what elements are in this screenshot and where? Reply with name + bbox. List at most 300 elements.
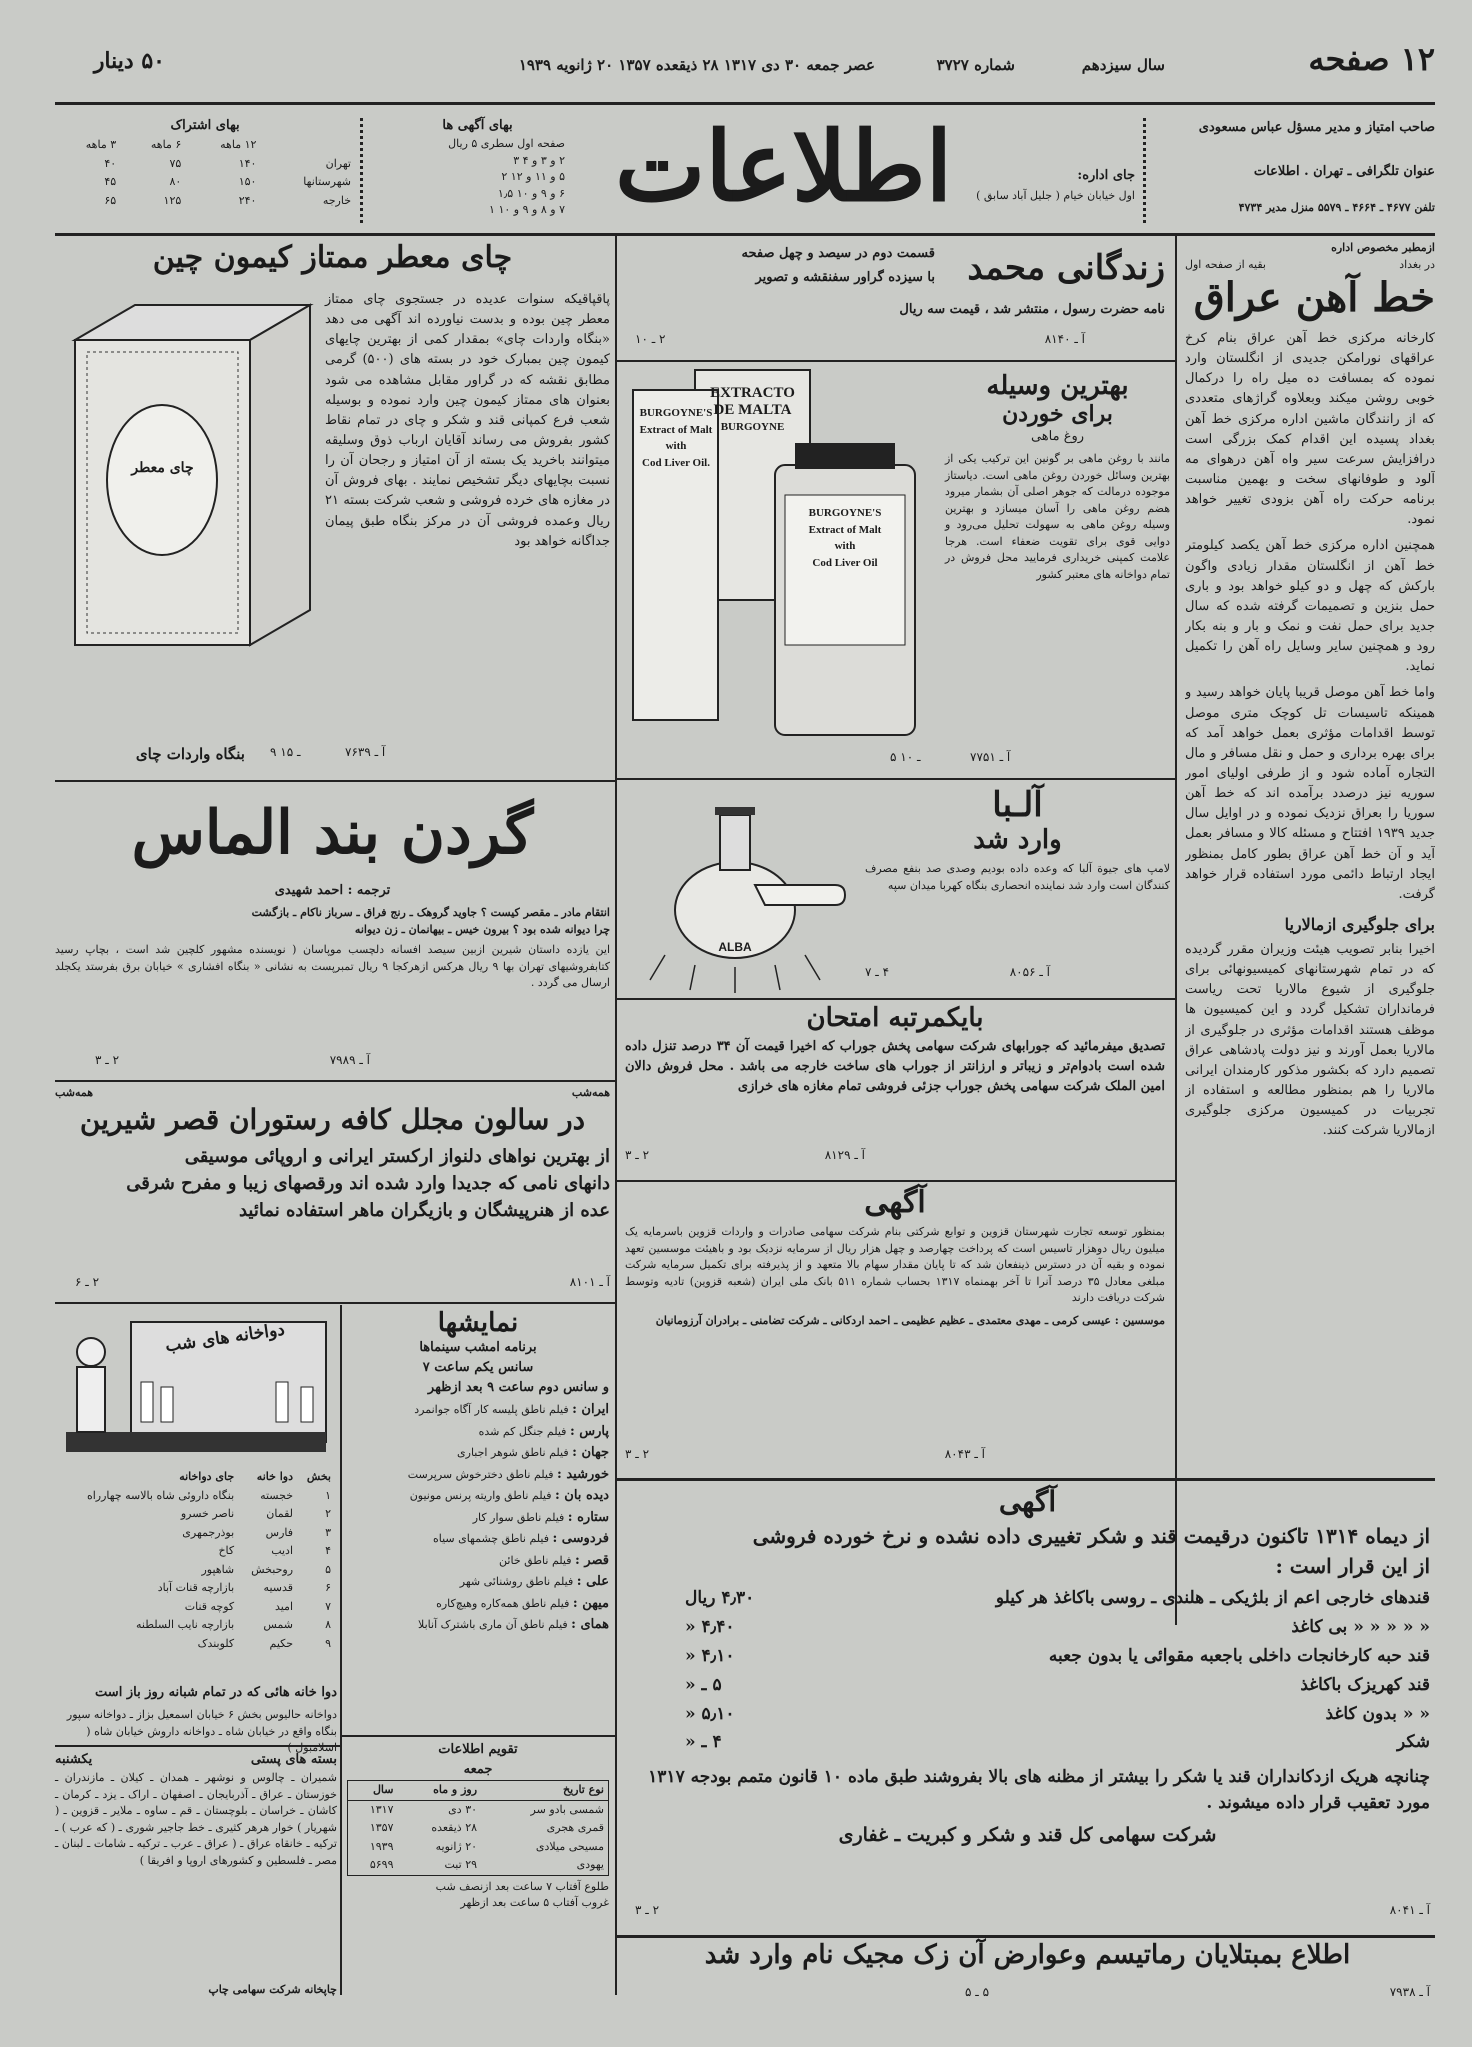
phones-line: تلفن ۴۶۷۷ ـ ۴۶۶۴ ـ ۵۵۷۹ منزل مدیر ۴۷۳۴ — [1238, 201, 1435, 214]
kicker-left: بقیه از صفحه اول — [1185, 257, 1266, 271]
pharmacy-row — [55, 1487, 335, 1506]
stockings-title: بایکمرتبه امتحان — [806, 1003, 984, 1033]
jar-text: EXTRACTO — [710, 385, 795, 401]
malt-title: بهترین وسیله — [986, 371, 1129, 401]
lamp-base — [715, 807, 755, 815]
sugar-price-row — [625, 1671, 1430, 1700]
section-rule — [617, 998, 1175, 1000]
sugar-item: شکر — [1396, 1732, 1430, 1753]
ad-code: آ ـ ۸۱۲۹ — [824, 1148, 865, 1162]
ad-price-row: ۶ و ۹ و ۱۰ ۱٫۵ — [497, 186, 565, 200]
page-number: ۱۲ صفحه — [1308, 40, 1435, 78]
ad-price-box — [390, 116, 565, 219]
calendar-header-row — [348, 1781, 609, 1801]
sugar-price: ۴٫۴۰ « — [685, 1616, 735, 1637]
ad-price-title: بهای آگهی ها — [442, 118, 513, 133]
cinema-row — [347, 1551, 609, 1571]
jar-front-cap — [795, 443, 895, 469]
sugar-item: « « « « « بی کاغذ — [1291, 1616, 1430, 1637]
ad-code: آ ـ ۸۱۴۰ — [1044, 332, 1085, 346]
sub-cell: ۱۵۰ — [238, 175, 257, 189]
postal-header — [55, 1750, 337, 1770]
cinema-film: فیلم ناطق دخترخوش سرپرست — [407, 1467, 554, 1481]
cinema-name: علی : — [576, 1574, 609, 1590]
calendar-cell: ۲۹ تبت — [444, 1858, 478, 1872]
pharmacy-row — [55, 1616, 335, 1635]
cinema-row — [347, 1422, 609, 1442]
subscription-header-row — [55, 136, 355, 155]
cinema-name: دیده بان : — [554, 1488, 609, 1504]
section-rule — [617, 1935, 1435, 1938]
book-line: قسمت دوم در سیصد و چهل صفحه — [741, 246, 935, 261]
ad-number: ۵ ـ ۵ — [965, 1985, 990, 1999]
cafe-line: از بهترین نواهای دلنواز ارکستر ایرانی و اروپائی موسیقی — [184, 1146, 610, 1167]
subscription-row — [55, 155, 355, 174]
ad-code: آ ـ ۸۰۵۶ — [1009, 965, 1050, 979]
malt-subtitle: برای خوردن — [1002, 401, 1113, 427]
jar-text: BURGOYNE — [720, 421, 785, 433]
cinema-film: فیلم ناطق پلیسه کار آگاه جوانمرد — [414, 1403, 569, 1417]
cinema-name: قصر : — [575, 1552, 609, 1568]
sugar-price: ۴ ـ « — [685, 1732, 722, 1753]
jar-text: Cod Liver Oil. — [642, 456, 710, 469]
pharmacy-cell: ۷ — [325, 1599, 331, 1613]
ad-price-row: ۷ و ۸ و ۹ و ۱۰ ۱ — [489, 203, 565, 217]
sub-cell: ۴۵ — [104, 175, 117, 189]
pharmacy-header: بخش — [306, 1470, 331, 1483]
telegraph-line: عنوان تلگرافی ـ تهران . اطلاعات — [1253, 164, 1435, 179]
stockings-text: تصدیق میفرمائید که جورابهای شرکت سهامی پخش جوراب که اخیرا قیمت آن ۳۴ درصد تنزل داده شده است بادوام‌تر و زیباتر و ارزانتر از جوراب های ساخت خارجه می باشد . محل فروش دالان امین الملک شرکت سهامی پخش جوراب جزئی فروشی تمام مغازه های خرازی — [625, 1039, 1165, 1095]
cafe-line: دانهای نامی که جدیدا وارد شده اند ورقصهای زیبا و مفرح شرقی — [126, 1173, 610, 1194]
sunrise-line: طلوع آفتاب ۷ ساعت بعد ازنصف شب — [435, 1879, 609, 1893]
sub-cell: تهران — [325, 156, 351, 170]
pharmacy-cell: امید — [274, 1599, 294, 1613]
alba-copy — [865, 785, 1170, 979]
book-necklace-ad — [55, 785, 610, 1075]
sugar-price: ۴٫۳۰ ریال — [685, 1588, 755, 1608]
every-night-label: همه‌شب — [55, 1086, 94, 1099]
tea-box-side — [250, 305, 310, 645]
necklace-text: این یازده داستان شیرین ازبین سیصد افسانه دلچسب موپاسان ( نویسنده مشهور کلچین شد است ، بچاپ رسید کتابفروشیهای تهران بها ۹ ریال هرکس ازهرکجا ۹ ریال تمبرپست به نشانی « بنگاه افشاری » خیابان برق بفرستد یکجلد ارسال می گردد . — [55, 943, 610, 990]
calendar-cell: ۱۳۵۷ — [369, 1821, 394, 1835]
date-line: عصر جمعه ۳۰ دی ۱۳۱۷ ۲۸ ذیقعده ۱۳۵۷ ۲۰ ژانویه ۱۹۳۹ — [518, 56, 875, 74]
subscription-box — [55, 116, 355, 210]
sub-cell: ۴۰ — [104, 156, 117, 170]
ad-number: ۲ ـ ۳ — [625, 1447, 650, 1461]
ad-number: ۲ ـ ۳ — [635, 1903, 660, 1917]
pharmacy-cell: ۲ — [325, 1507, 331, 1520]
pharmacy-header: دوا خانه — [256, 1470, 294, 1483]
pharmacy-cell: کلوبندک — [197, 1636, 235, 1650]
top-rule — [55, 102, 1435, 105]
pharmacy-cell: بوذرجمهری — [182, 1525, 235, 1539]
stockings-ad — [625, 1003, 1165, 1173]
tea-box-illustration — [65, 300, 315, 655]
section-rule — [55, 1302, 615, 1304]
pharmacy-cell: ۴ — [325, 1544, 331, 1557]
pharmacist-body — [77, 1367, 105, 1432]
malt-text: مانند با روغن ماهی بر گونین این ترکیب یکی از بهترین وسائل خوردن روغن ماهی است. دیاستاز موجوده درمالت که جوهر اصلی آن بشمار میرود هضم روغن ماهی را آسان میسازد و بهترین وسیله روغن ماهی به سهولت تحلیل می‌رود و دوایی قوی برای تقویت ضعفاء است. هرجا علامت کمپنی خریداری فرمایید محل فروش در تمام دواخانه های معتبر کشور — [945, 452, 1170, 581]
printer-line: چاپخانه شرکت سهامی چاپ — [208, 1983, 337, 1996]
pharmacy-sign: دواخانه های شب — [164, 1319, 286, 1357]
lamp-rays — [650, 955, 820, 993]
ad-code: آ ـ ۷۹۸۹ — [329, 1053, 370, 1067]
sugar-price-row — [625, 1642, 1430, 1671]
sub-cell: ۷۵ — [169, 156, 182, 170]
cinema-film: فیلم جنگل کم شده — [478, 1424, 567, 1438]
calendar-cell: ۵۶۹۹ — [369, 1858, 394, 1872]
tea-text: پاقپاقیکه سنوات عدیده در جستجوی چای ممتاز معطر چین بوده و بدست نیاورده اند آگهی می دهد «بنگاه واردات چای» بمقدار کمی از بهترین چایهای کیمون چین بمبارک خود در بسته های (۵۰۰) گرمی مطابق نقشه که در گراور مقابل مشاهده می شود بعنوان های ممتاز کیمون چین وارد نموده و بوسیله شعب فرع کمپانی قند و شکر و چای در تمام نقاط کشور بفروش می رساند آقایان ارباب ذوق وسلیقه میتوانند باخرید یک بسته از آن امتیاز و رجحان آن را نسبت بچایهای دیگر تشخیص نمایند . بهای فروش آن در مغازه های خرده فروشی و شعب شرکت بسته ۲۱ ریال وعمده فروشی آن در مرکز بنگاه طبق پیمان جداگانه خواهد بود — [325, 292, 610, 549]
cinema-subtitle: برنامه امشب سینماها — [419, 1340, 537, 1355]
alba-subtitle: وارد شد — [973, 825, 1062, 855]
subscription-table — [55, 136, 355, 210]
pharmacy-cell: بازارچه نایب السلطنه — [135, 1618, 235, 1631]
office-address: اول خیابان خیام ( جلیل آباد سابق ) — [976, 189, 1135, 202]
pharmacy-cell: ۶ — [325, 1581, 331, 1594]
pharmacy-cell: خجسته — [260, 1488, 294, 1502]
cinema-film: فیلم ناطق خائن — [499, 1553, 572, 1567]
sugar-item: « « بدون کاغذ — [1325, 1703, 1430, 1724]
ad-code: آ ـ ۸۰۴۳ — [944, 1447, 985, 1461]
calendar-cell: مسیحی میلادی — [535, 1839, 604, 1853]
alba-text: لامپ های جیوة آلبا که وعده داده بودیم وصدی صد بنفع مصرف کنندگان است وارد شد نماینده انحصاری بنگاه کهربا میدان سپه — [865, 862, 1170, 892]
calendar-row — [348, 1800, 609, 1819]
ad-number: ۲ ـ ۱۰ — [635, 332, 666, 346]
sub-header: ۱۲ ماهه — [220, 138, 257, 152]
calendar-box — [347, 1740, 609, 1930]
sugar-warning: چنانچه هریک ازدکانداران قند یا شکر را بیشتر از مظنه های بالا بفروشند طبق ماده ۱۰ قانون متمم بودجه ۱۳۱۷ مورد تعقیب قرار داده میشوند . — [648, 1767, 1430, 1813]
necklace-stories: چرا دیوانه شده بود ؟ بیرون خیس ـ بیهانمان ـ زن دیوانه — [354, 922, 610, 936]
section-rule — [342, 1735, 615, 1737]
divider-mid — [615, 235, 617, 1995]
jar-text: BURGOYNE'S — [808, 507, 882, 519]
cinema-film: فیلم ناطق شوهر اجباری — [457, 1446, 569, 1460]
section-rule — [617, 360, 1175, 362]
pharmacy-cell: ۱ — [325, 1488, 331, 1502]
ad-number: ۲ ـ ۳ — [625, 1148, 650, 1162]
pharmacy-cell: کاخ — [218, 1544, 235, 1557]
pharmacy-note-text: دواخانه حالیوس بخش ۶ خیابان اسمعیل بزاز ـ دواخانه سپور بنگاه واقع در خیابان شاه ـ دواخانه داروش خیابان شاه ( اسلامبول ) — [66, 1708, 337, 1754]
jar-text: DE MALTA — [713, 402, 792, 418]
sugar-item: قندهای خارجی اعم از بلژیکی ـ هلندی ـ روسی باکاغذ هر کیلو — [995, 1588, 1430, 1608]
ad-code: آ ـ ۷۹۳۸ — [1389, 1985, 1430, 1999]
sub-header: ۳ ماهه — [85, 138, 117, 152]
sub-header — [260, 136, 355, 155]
section-rule — [55, 780, 615, 782]
lamp-label: ALBA — [718, 940, 752, 954]
cinema-film: فیلم ناطق چشمهای سیاه — [432, 1532, 549, 1546]
cinema-name: ایران : — [572, 1402, 609, 1418]
malt-copy — [945, 371, 1170, 583]
issue-number: شماره ۳۷۲۷ — [936, 56, 1015, 74]
tea-box-label: چای معطر — [131, 460, 194, 476]
jar-text: Extract of Malt — [639, 423, 713, 436]
sugar-item: قند کهریزک باکاغذ — [1300, 1674, 1430, 1695]
calendar-header: سال — [372, 1783, 394, 1797]
sugar-price: ۴٫۱۰ « — [685, 1645, 735, 1666]
notice-title: آگهی — [864, 1185, 926, 1220]
book-line: با سیزده گراور سفنقشه و تصویر — [755, 270, 935, 285]
alba-title: آلـبا — [992, 785, 1043, 825]
book-ad — [625, 240, 1165, 380]
cinema-film: فیلم ناطق روشنائی شهر — [459, 1575, 574, 1589]
postal-text: شمیران ـ چالوس و نوشهر ـ همدان ـ کیلان ـ مازندران ـ خوزستان ـ عراق ـ آذربایجان ـ اصفهان ـ اراک ـ یزد ـ کرمان ـ کاشان ـ خراسان ـ بلوچستان ـ قم ـ ساوه ـ ملایر ـ قزوین ـ ( شهریار ) خوار هرهر کثیری ـ خط جاجیر شوری ـ ( که عرب ) ـ ترکیه ـ خانقاه عراق ـ ( عراق ـ عرب ـ ترکیه ـ شامات ـ لبنان ـ مصر ـ فلسطین و کشورهای اروپا و افریقا ) — [55, 1771, 337, 1867]
pharmacy-note-title: دوا خانه هائی که در تمام شبانه روز باز است — [95, 1685, 337, 1700]
ad-price-row: ۵ و ۱۱ و ۱۲ ۲ — [501, 170, 565, 184]
jar-label-front — [787, 505, 903, 571]
pharmacy-row — [55, 1505, 335, 1524]
pharmacy-row — [55, 1579, 335, 1598]
sunset-line: غروب آفتاب ۵ ساعت بعد ازظهر — [460, 1896, 609, 1910]
cinema-name: همای : — [571, 1617, 609, 1633]
cinema-film: فیلم ناطق همه‌کاره وهیچ‌کاره — [436, 1596, 570, 1610]
calendar-cell: ۱۹۳۹ — [369, 1839, 394, 1853]
divider-left-bottom — [340, 1305, 342, 1995]
section-rule — [617, 778, 1175, 780]
cinema-name: فردوسی : — [552, 1531, 609, 1547]
section-rule — [617, 1478, 1435, 1481]
section-rule — [55, 1080, 615, 1082]
pharmacy-header: جای دواخانه — [179, 1470, 235, 1483]
ad-number: ۵ ـ ۱۰ — [890, 750, 921, 764]
article-kicker — [1185, 257, 1435, 274]
subscription-title: بهای اشتراک — [170, 118, 240, 133]
calendar-row — [348, 1819, 609, 1838]
ad-code: آ ـ ۸۱۰۱ — [569, 1275, 610, 1289]
ad-price-row: ۲ و ۳ و ۴ ۳ — [513, 153, 565, 167]
pharmacy-cell: شاهپور — [201, 1562, 235, 1576]
sugar-price-rows — [625, 1584, 1430, 1757]
sugar-price-row — [625, 1584, 1430, 1613]
ad-number: ۲ ـ ۶ — [75, 1275, 100, 1289]
cinema-name: خورشید : — [557, 1466, 609, 1482]
kicker-right: در بغداد — [1399, 257, 1435, 271]
calendar-cell: ۲۸ ذیقعده — [431, 1821, 478, 1835]
cinema-title: نمایشها — [437, 1308, 519, 1338]
jar-text: BURGOYNE'S — [639, 407, 713, 419]
cinema-row — [347, 1465, 609, 1485]
pharmacy-cell: فارس — [265, 1525, 294, 1539]
lamp-neck — [720, 815, 750, 870]
calendar-cell: ۳۰ دی — [448, 1802, 478, 1816]
calendar-cell: ۱۳۱۷ — [369, 1802, 394, 1816]
pharmacy-cell: کوچه قنات — [184, 1599, 235, 1613]
calendar-title: تقویم اطلاعات — [438, 1742, 518, 1757]
calendar-day: جمعه — [463, 1762, 493, 1778]
book-title: زندگانی محمد — [967, 248, 1165, 288]
pharmacy-cell: بنگاه داروئی شاه بالاسه چهارراه — [86, 1488, 235, 1502]
cinema-row — [347, 1529, 609, 1549]
pharmacy-row — [55, 1561, 335, 1580]
jar-text: Cod Liver Oil — [812, 556, 878, 569]
cinema-subtitle: و سانس دوم ساعت ۹ بعد ازظهر — [427, 1380, 609, 1396]
sugar-title: آگهی — [998, 1485, 1057, 1518]
ad-code: آ ـ ۷۶۳۹ — [345, 745, 386, 759]
cinema-row — [347, 1594, 609, 1614]
calendar-row — [348, 1838, 609, 1857]
malt-subtitle-2: روغ ماهی — [1030, 429, 1085, 444]
pharmacy-counter — [66, 1432, 326, 1452]
pharmacy-row — [55, 1598, 335, 1617]
ad-number: ۲ ـ ۳ — [95, 1053, 120, 1067]
masthead-rule — [55, 233, 1435, 236]
cinema-listings — [347, 1308, 609, 1728]
every-night-label: همه‌شب — [571, 1086, 610, 1099]
ad-price-row: صفحه اول سطری ۵ ریال — [448, 137, 565, 151]
postal-day: یکشنبه — [55, 1752, 93, 1767]
article-tag: ازمطبر مخصوص اداره — [1331, 241, 1435, 254]
jar-text: with — [834, 540, 856, 552]
pharmacy-cell: ۵ — [325, 1562, 331, 1576]
sugar-price: ۵ ـ « — [685, 1674, 722, 1695]
section-rule — [617, 1180, 1175, 1182]
calendar-cell: شمسی بادو سر — [530, 1802, 604, 1816]
cafe-title: در سالون مجلل کافه رستوران قصر شیرین — [79, 1103, 586, 1136]
ad-number: ۹ ـ ۱۵ — [270, 745, 301, 759]
section-rule — [55, 1745, 340, 1747]
masthead-title: اطلاعات — [615, 110, 953, 223]
notice-founders: موسسین : عیسی کرمی ـ مهدی معتمدی ـ عظیم عظیمی ـ احمد اردکانی ـ شرکت تضامنی ـ برادران آرزومانیان — [655, 1313, 1165, 1327]
sugar-item: قند حبه کارخانجات داخلی باجعبه مقوائی یا بدون جعبه — [1048, 1645, 1430, 1666]
necklace-stories: انتقام مادر ـ مقصر کیست ؟ جاوید گروهک ـ رنج فراق ـ سرباز ناکام ـ بازگشت — [251, 906, 610, 920]
cinema-name: جهان : — [572, 1445, 609, 1461]
sugar-price: ۵٫۱۰ « — [685, 1703, 735, 1724]
calendar-cell: قمری هجری — [546, 1821, 604, 1835]
ad-code: آ ـ ۷۷۵۱ — [970, 750, 1011, 764]
pharmacy-table — [55, 1468, 335, 1653]
cinema-name: ستاره : — [567, 1509, 609, 1525]
cafe-line: عده از هنرپیشگان و بازیگران ماهر استفاده نمائید — [238, 1200, 610, 1221]
sub-cell: ۸۰ — [169, 175, 182, 189]
cinema-film: فیلم ناطق واریته پرنس مونیون — [409, 1489, 552, 1503]
cinema-name: پارس : — [569, 1423, 609, 1439]
calendar-cell: ۲۰ ژانویه — [435, 1839, 478, 1853]
sugar-price-row — [625, 1613, 1430, 1642]
pharmacy-cell: بازارچه قنات آباد — [157, 1581, 235, 1594]
cinema-name: میهن : — [572, 1595, 609, 1611]
pharmacy-row — [55, 1542, 335, 1561]
subscription-row — [55, 173, 355, 192]
postal-title: بسته های پستی — [250, 1752, 337, 1767]
ornament-left — [360, 118, 370, 223]
pharmacy-cell: ۹ — [325, 1636, 331, 1650]
pharmacy-cell: ۸ — [325, 1618, 331, 1631]
pharmacy-cell: ناصر خسرو — [180, 1507, 235, 1520]
article-subhead: برای جلوگیری ازمالاریا — [1284, 914, 1435, 934]
necklace-translator: ترجمه : احمد شهیدی — [274, 883, 391, 898]
divider-right — [1175, 235, 1177, 1625]
calendar-row — [348, 1856, 609, 1875]
jar-text: Extract of Malt — [808, 523, 882, 536]
article-paragraph: واما خط آهن موصل قریبا پایان خواهد رسید و همینکه تاسیسات تل کوچک متری موصل توسط اقدامات مؤثری بعمل خواهد آمد که برای بهره برداری و حمل و نقل مسافر و مال التجاره آماده شود و از طرفی اولیای امور سوریه نیز درصدد برآمده اند که خط آهن سوریا را بعراق نزدیک نموده و در اوایل سال جدید ۱۹۳۹ افتتاح و مسئله کالا و مسافر بعمل آید و آن خط آهن عراق بطور کامل بمنظور ایجاد ارتباط دائمی مورد استفاده قرار خواهد گرفت. — [1185, 685, 1435, 902]
tea-title: چای معطر ممتاز کیمون چین — [152, 240, 513, 275]
sub-cell: ۲۴۰ — [238, 193, 257, 207]
tea-ad — [55, 240, 610, 775]
sub-cell: ۱۴۰ — [238, 156, 257, 170]
company-notice — [625, 1185, 1165, 1470]
article-paragraph: اخیرا بنابر تصویب هیئت وزیران مقرر گردیده که در تمام شهرستانهای کمیسیونهائی برای جلوگیری از شیوع مالاریا تحت ریاست فرمانداران تشکیل گردد و این کمیسیون ها موظف هستند اقدامات مؤثری در جلوگیری از مالاریا بعمل آورند و نیز دولت پادشاهی عراق تصمیم دارد که بکشور مذکور کارمندان ایرانی مالاریا را هم بمنظور مطالعه و استفاده از تجربیات در کمیسیون مرکزی جلوگیری ازمالاریا شرکت کنند. — [1185, 941, 1435, 1139]
pharmacy-cell: حکیم — [269, 1636, 294, 1650]
sub-cell: ۶۵ — [104, 193, 117, 207]
pharmacist-head — [77, 1338, 105, 1366]
sugar-price-row — [625, 1728, 1430, 1757]
pharmacy-cell: ادیب — [271, 1544, 294, 1557]
cinema-row — [347, 1508, 609, 1528]
pharmacy-cell: ۳ — [325, 1525, 331, 1539]
pharmacy-cell: لقمان — [266, 1507, 294, 1520]
office-label: جای اداره: — [1077, 168, 1135, 183]
necklace-title: گردن بند الماس — [131, 798, 534, 868]
article-paragraph: کارخانه مرکزی خط آهن عراق بنام کرخ عراقهای نورامکن جدیدی از انگلستان وارد نموده که بمسافت ده میل راه را درکمال خوبی روشن میکند وبعلاوه گراژهای متعددی که از رانندگان ماشین اداره مرکزی خط آهن بغداد پسیده این اقدام کمک بزرگی است درافزایش سرعت سیر واه آهن درهوای مه آلود و طوفانهای سخت و بهمین مناسبت برنامه حرکت راه آهن بزودی تغییر خواهد نمود. — [1185, 331, 1435, 528]
ornament-right — [1143, 118, 1153, 223]
rheumatism-ad — [625, 1940, 1430, 2015]
sugar-price-row — [625, 1700, 1430, 1729]
jar-label-back — [700, 385, 805, 436]
pointing-hand — [755, 885, 845, 905]
sugar-intro: از دیماه ۱۳۱۴ تاکنون درقیمت قند و شکر تغییری داده نشده و نرخ خورده فروشی — [752, 1524, 1430, 1548]
sugar-price-notice — [625, 1485, 1430, 1925]
malt-ad — [625, 365, 1170, 775]
calendar-header: روز و ماه — [433, 1783, 478, 1797]
article-paragraph: همچنین اداره مرکزی خط آهن یکصد کیلومتر خط آهن از انگلستان مقدار زیادی واگون بارکش که چهل و دو کیلو خواهد بود و باری حمل بنزین و تصمیمات گرفته شده که سال جدید برای حمل نفت و نمک و بار و بنه بکار رود و همچنین سایر وسایل راه آهن را تکمیل نماید. — [1185, 538, 1435, 675]
sugar-company: شرکت سهامی کل قند و شکر و کبریت ـ غفاری — [838, 1824, 1217, 1847]
ad-code: آ ـ ۸۰۴۱ — [1389, 1903, 1430, 1917]
calendar-header: نوع تاریخ — [562, 1783, 604, 1797]
cinema-row — [347, 1400, 609, 1420]
cinema-row — [347, 1486, 609, 1506]
owner-line: صاحب امتیاز و مدیر مسؤل عباس مسعودی — [1198, 120, 1435, 135]
jar-text: with — [665, 440, 687, 452]
subscription-row — [55, 192, 355, 211]
article-headline: خط آهن عراق — [1193, 274, 1435, 321]
sugar-intro-2: از این قرار است : — [1275, 1554, 1430, 1578]
notice-text: بمنظور توسعه تجارت شهرستان قزوین و توابع شرکتی بنام شرکت سهامی صادرات و واردات قزوین باسرمایه یک میلیون ریال دوهزار تاسیس است که پرداخت چهارصد و چهل هزار ریال از سرمایه نزدیک بود و باهیئت موسسین تعهد نموده و بقیه آن در دسترس ذینفعان شد که تا پایان مقدار سهام بالا متعهد و از پذیرفته برای تکمیل سرمایه شرکت مبلغی معادل ۳۵ درصد آنرا تا آخر بهمنماه ۱۳۱۷ بحساب شماره ۵۱۱ بانک ملی ایران (شعبه قزوین) تادیه وتوسط شرکت دریافت دارند — [625, 1225, 1165, 1304]
calendar-cell: یهودی — [576, 1858, 604, 1872]
tea-company: بنگاه واردات چای — [135, 745, 245, 763]
cinema-film: فیلم ناطق سوار کار — [472, 1510, 565, 1524]
cinema-film: فیلم ناطق آن ماری باشترک آنابلا — [418, 1618, 568, 1632]
cinema-row — [347, 1615, 609, 1635]
cafe-ad — [55, 1085, 610, 1295]
pharmacy-cell: قدسیه — [263, 1581, 294, 1594]
sub-cell: ۱۲۵ — [163, 193, 182, 207]
cinema-row — [347, 1572, 609, 1592]
pharmacy-row — [55, 1635, 335, 1654]
pharmacy-row — [55, 1524, 335, 1543]
alba-ad — [625, 785, 1170, 995]
calendar-table — [347, 1780, 609, 1876]
rheumatism-text: اطلاع بمبتلایان رماتیسم وعوارض آن زک مجیک نام وارد شد — [704, 1940, 1351, 1970]
night-pharmacies — [55, 1308, 337, 1728]
sub-cell: خارجه — [322, 193, 351, 207]
cinema-row — [347, 1443, 609, 1463]
cinema-rows — [347, 1400, 609, 1635]
book-line: نامه حضرت رسول ، منتشر شد ، قیمت سه ریال — [899, 302, 1165, 317]
price-label: ۵۰ دینار — [93, 48, 165, 74]
iraq-railway-article — [1185, 240, 1435, 1620]
pharmacy-header-row — [55, 1468, 335, 1487]
postal-schedule — [55, 1750, 337, 2000]
sub-header: ۶ ماهه — [150, 138, 182, 152]
cinema-subtitle: سانس یکم ساعت ۷ — [422, 1360, 534, 1376]
pharmacy-cell: روحبخش — [251, 1562, 294, 1576]
lamp-illustration — [645, 795, 855, 995]
year-label: سال سیزدهم — [1081, 56, 1165, 74]
sub-cell: شهرستانها — [303, 175, 351, 189]
ad-number: ۴ ـ ۷ — [865, 965, 890, 979]
tea-box-medallion — [107, 405, 217, 555]
pharmacy-cell: شمس — [263, 1618, 294, 1631]
